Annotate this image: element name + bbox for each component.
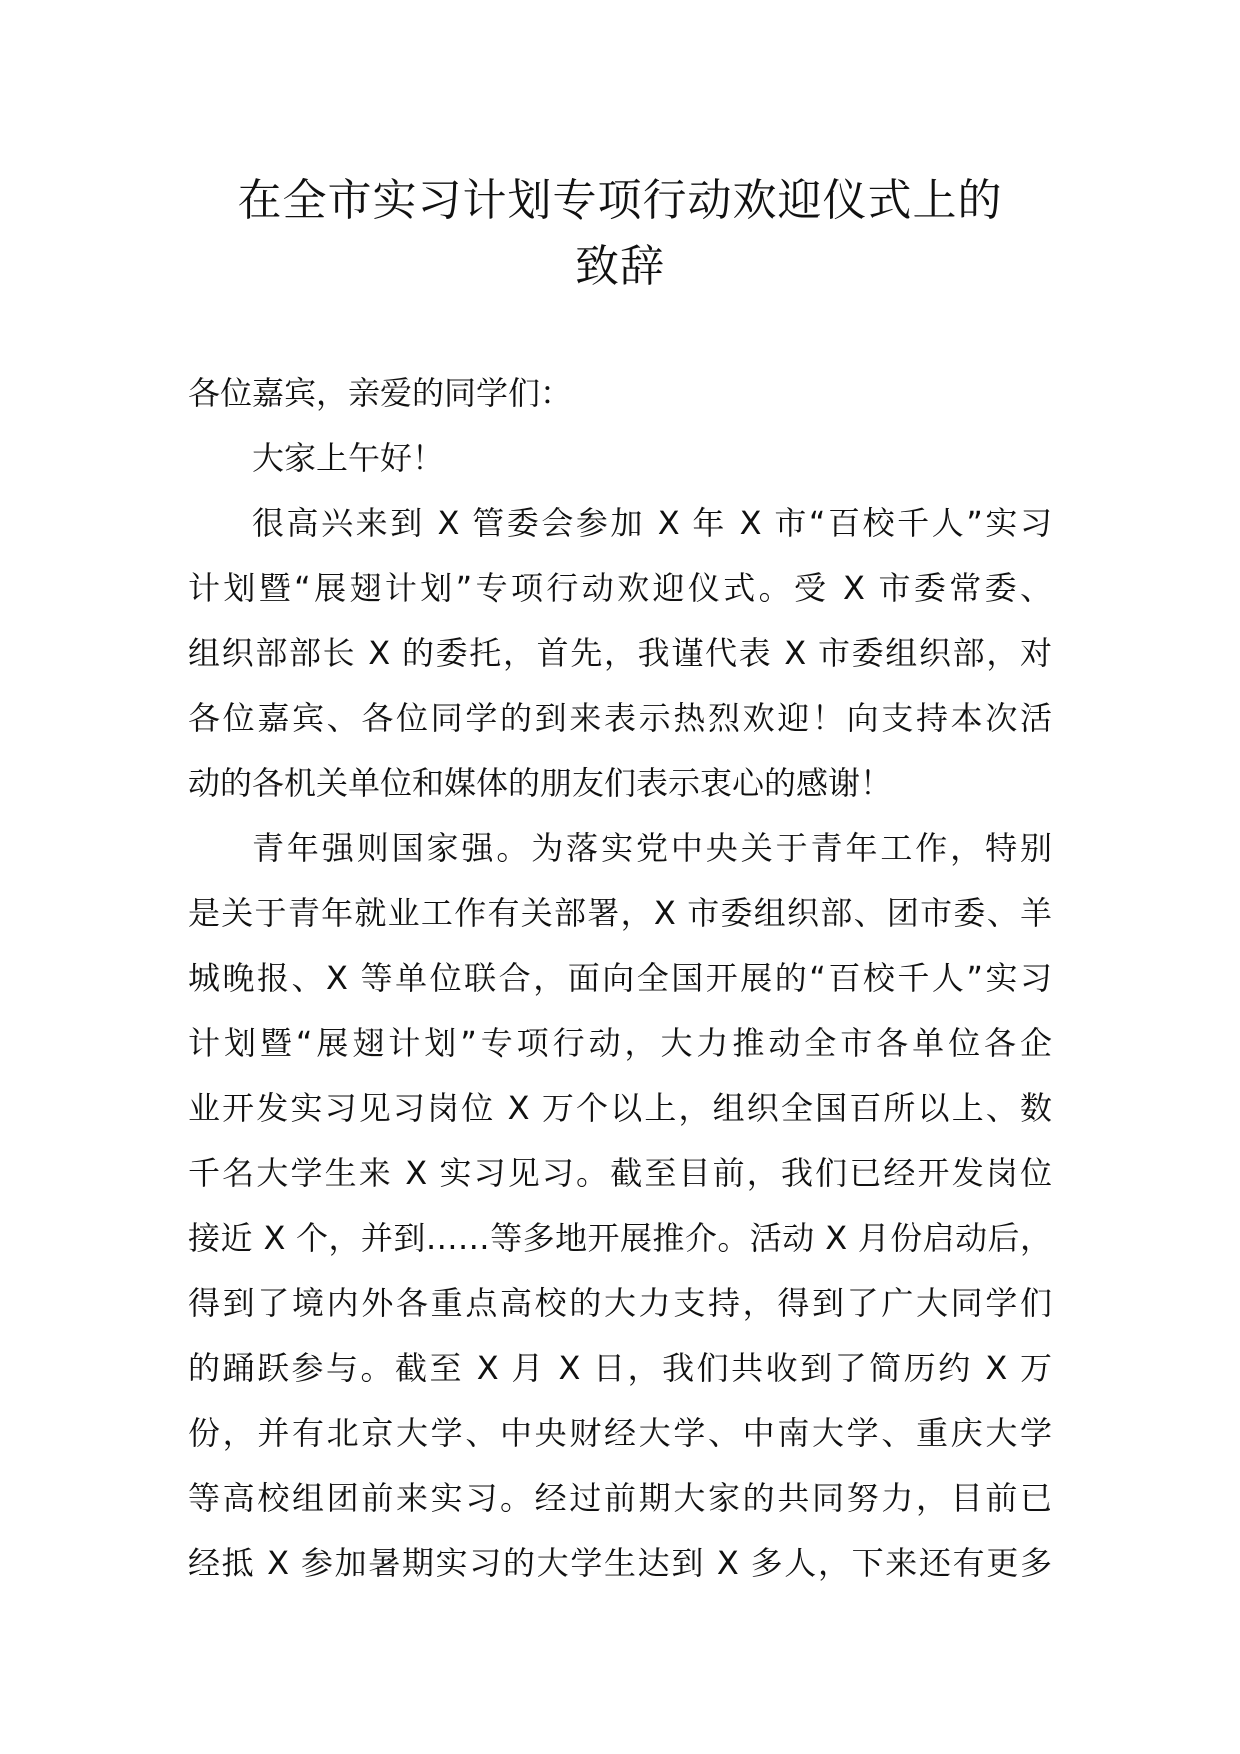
title-line-2: 致辞	[575, 241, 665, 292]
paragraph-2-line: 业开发实习见习岗位 X 万个以上，组织全国百所以上、数	[188, 1089, 1052, 1127]
document-body	[188, 361, 1052, 1596]
paragraph-2-line: 城晚报、X 等单位联合，面向全国开展的“百校千人”实习	[188, 959, 1052, 997]
paragraph-2-line: 得到了境内外各重点高校的大力支持，得到了广大同学们	[188, 1284, 1052, 1322]
paragraph-1-line: 很高兴来到 X 管委会参加 X 年 X 市“百校千人”实习	[252, 504, 1052, 542]
paragraph-1-line: 计划暨“展翅计划”专项行动欢迎仪式。受 X 市委常委、	[188, 569, 1052, 607]
salutation: 各位嘉宾，亲爱的同学们：	[188, 374, 573, 412]
document-title	[0, 168, 1240, 300]
paragraph-2-line: 的踊跃参与。截至 X 月 X 日，我们共收到了简历约 X 万	[188, 1349, 1052, 1387]
paragraph-2-line: 千名大学生来 X 实习见习。截至目前，我们已经开发岗位	[188, 1154, 1052, 1192]
paragraph-2-line: 计划暨“展翅计划”专项行动，大力推动全市各单位各企	[188, 1024, 1052, 1062]
paragraph-1-line: 动的各机关单位和媒体的朋友们表示衷心的感谢！	[188, 764, 893, 802]
title-line-1: 在全市实习计划专项行动欢迎仪式上的	[237, 175, 1003, 226]
paragraph-1-line: 各位嘉宾、各位同学的到来表示热烈欢迎！向支持本次活	[188, 699, 1052, 737]
greeting: 大家上午好！	[252, 439, 445, 477]
paragraph-2-line: 是关于青年就业工作有关部署，X 市委组织部、团市委、羊	[188, 894, 1052, 932]
paragraph-2-line: 份，并有北京大学、中央财经大学、中南大学、重庆大学	[188, 1414, 1052, 1452]
paragraph-2-line: 等高校组团前来实习。经过前期大家的共同努力，目前已	[188, 1479, 1052, 1517]
paragraph-2-line: 接近 X 个，并到……等多地开展推介。活动 X 月份启动后，	[188, 1219, 1052, 1257]
paragraph-2-line: 青年强则国家强。为落实党中央关于青年工作，特别	[252, 829, 1052, 867]
paragraph-1-line: 组织部部长 X 的委托，首先，我谨代表 X 市委组织部，对	[188, 634, 1052, 672]
paragraph-2-line: 经抵 X 参加暑期实习的大学生达到 X 多人，下来还有更多	[188, 1544, 1052, 1582]
